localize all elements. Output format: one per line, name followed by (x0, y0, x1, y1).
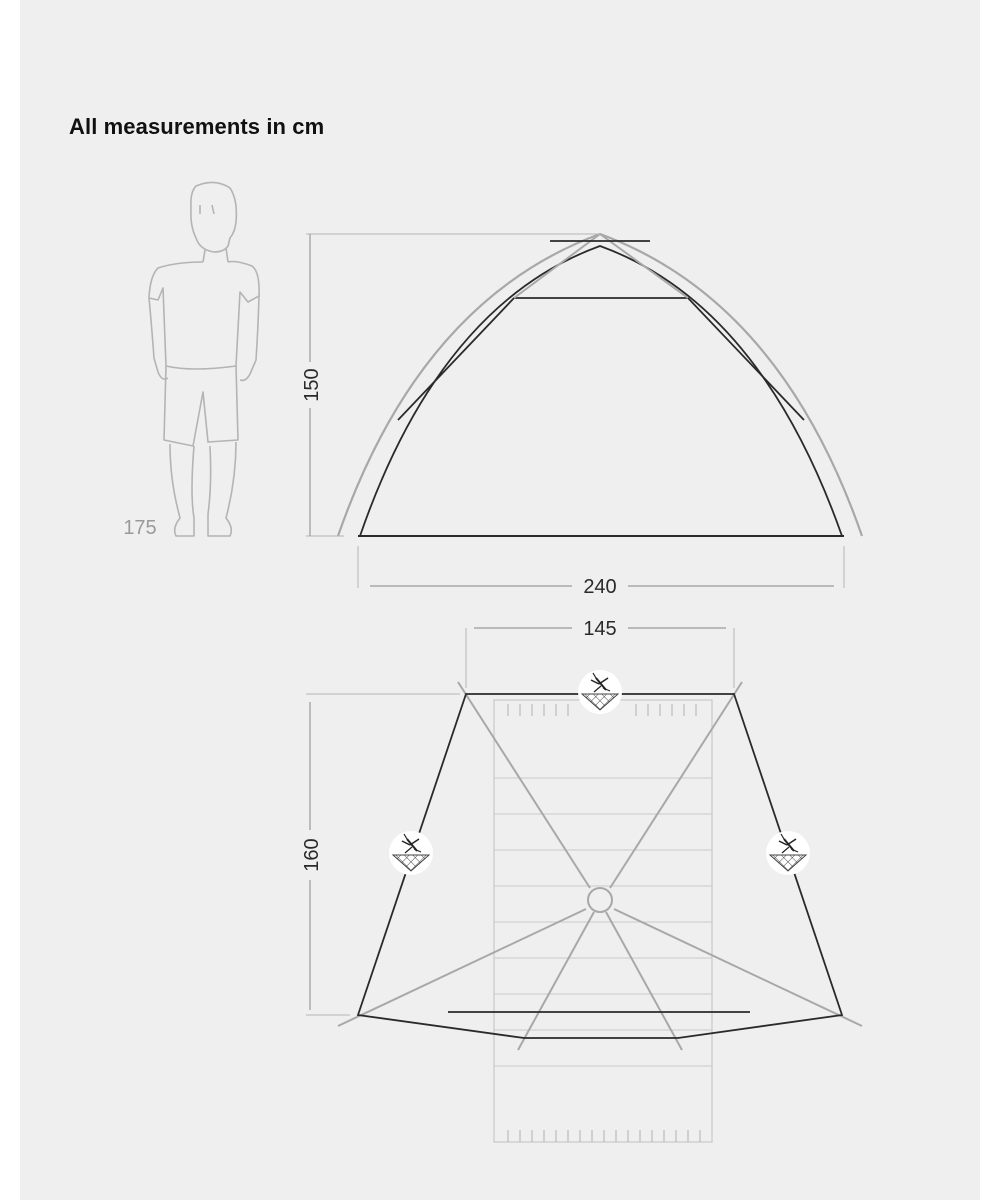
door-panel (398, 298, 804, 420)
mosquito-net-icon (766, 831, 810, 875)
tent-floor-outline (358, 694, 842, 1038)
floor-width-label: 145 (583, 618, 617, 640)
mosquito-net-icon (578, 670, 622, 714)
person-figure (149, 182, 259, 536)
flysheet-outline (338, 234, 862, 536)
sleeping-mat (494, 700, 712, 1142)
side-height-label: 150 (301, 368, 323, 402)
side-width-label: 240 (583, 576, 617, 598)
floor-plan (301, 618, 862, 1142)
side-view (301, 234, 862, 598)
inner-tent-outline (360, 246, 842, 536)
floor-depth-label: 160 (301, 838, 323, 872)
mosquito-net-icon (389, 831, 433, 875)
page-title: All measurements in cm (69, 114, 325, 139)
person-height-label: 175 (123, 517, 157, 539)
